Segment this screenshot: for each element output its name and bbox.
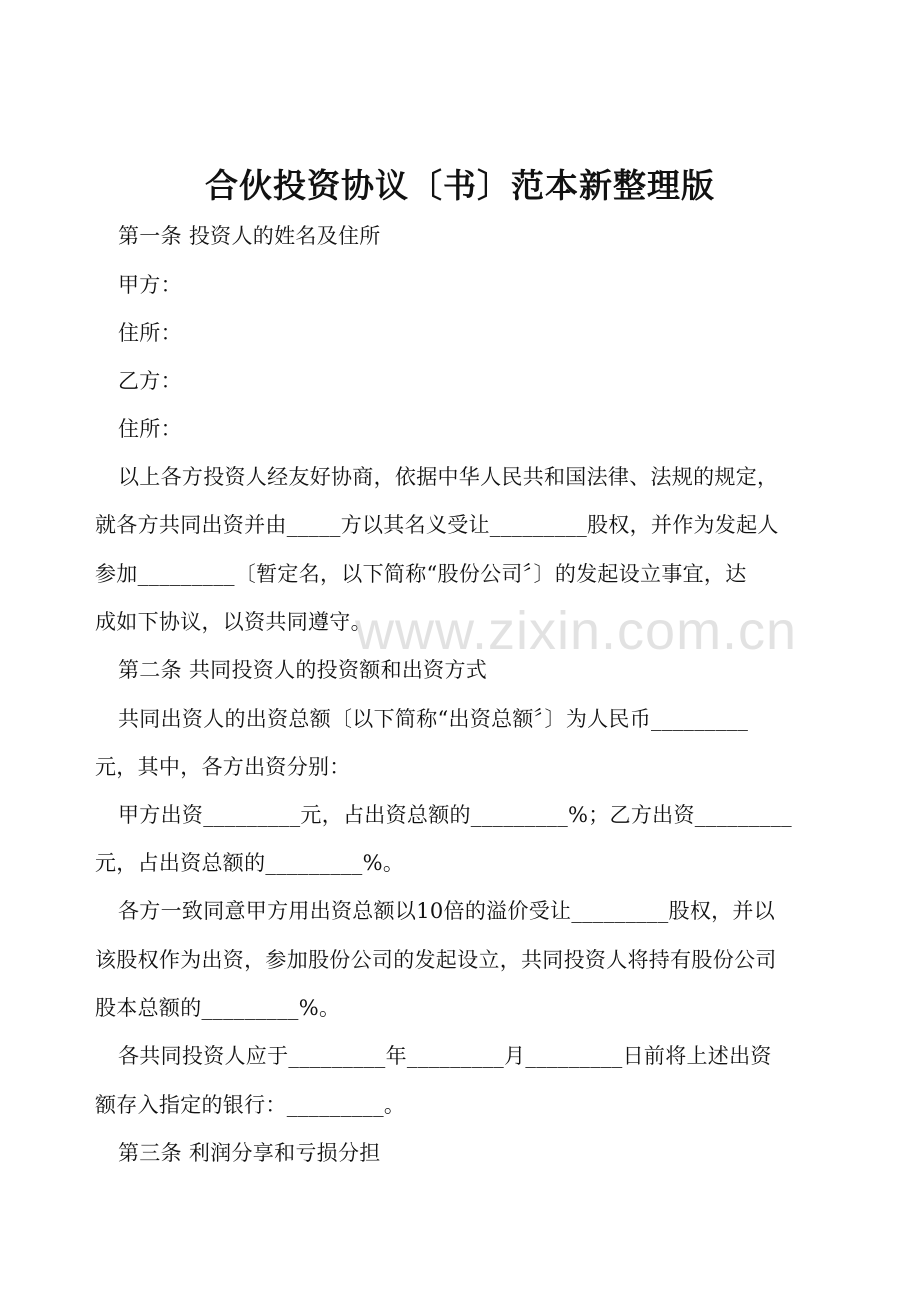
- paragraph-line: 元，其中，各方出资分别：: [95, 755, 351, 779]
- paragraph-line: 甲方出资_________元，占出资总额的_________%；乙方出资_________: [118, 803, 792, 827]
- paragraph-line: 成如下协议，以资共同遵守。: [95, 610, 372, 634]
- article-heading: 第一条 投资人的姓名及住所: [118, 224, 381, 248]
- article-heading: 第三条 利润分享和亏损分担: [118, 1141, 381, 1165]
- paragraph-line: 甲方：: [118, 273, 182, 297]
- paragraph-line: 元，占出资总额的_________%。: [95, 851, 405, 875]
- document-title: 合伙投资协议〔书〕范本新整理版: [205, 166, 715, 205]
- paragraph-line: 共同出资人的出资总额〔以下简称“出资总额〞〕为人民币_________: [118, 707, 749, 731]
- paragraph-line: 该股权作为出资，参加股份公司的发起设立，共同投资人将持有股份公司: [95, 948, 777, 972]
- paragraph-line: 股本总额的_________%。: [95, 996, 341, 1020]
- paragraph-line: 就各方共同出资并由_____方以其名义受让_________股权，并作为发起人: [95, 513, 779, 537]
- paragraph-line: 参加_________〔暂定名，以下简称“股份公司〞〕的发起设立事宜，达: [95, 562, 747, 586]
- paragraph-line: 住所：: [118, 321, 182, 345]
- paragraph-line: 住所：: [118, 417, 182, 441]
- paragraph-line: 额存入指定的银行：_________。: [95, 1093, 406, 1117]
- paragraph-line: 各共同投资人应于_________年_________月_________日前将上述出资: [118, 1044, 772, 1068]
- paragraph-line: 乙方：: [118, 369, 182, 393]
- paragraph-line: 以上各方投资人经友好协商，依据中华人民共和国法律、法规的规定，: [118, 465, 779, 489]
- watermark: www.zixin.com.cn: [355, 601, 798, 661]
- paragraph-line: 各方一致同意甲方用出资总额以10倍的溢价受让_________股权，并以: [118, 899, 776, 923]
- article-heading: 第二条 共同投资人的投资额和出资方式: [118, 658, 488, 682]
